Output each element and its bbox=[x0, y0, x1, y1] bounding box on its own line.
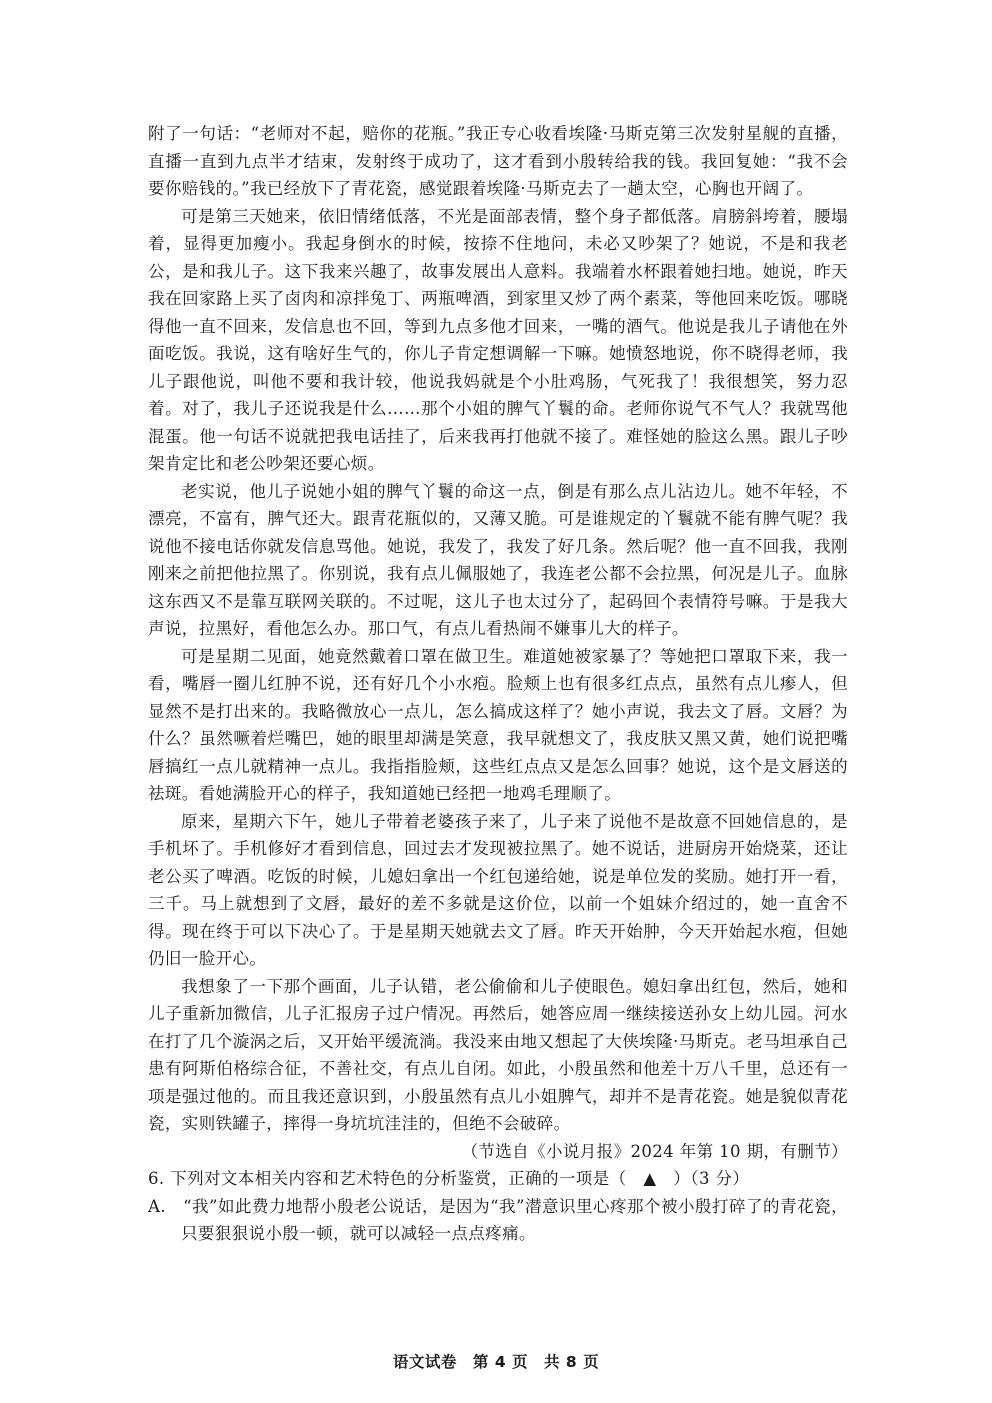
paragraph-6: 我想象了一下那个画面，儿子认错，老公偷偷和儿子使眼色。媳妇拿出红包，然后，她和儿子重新加微信，儿子汇报房子过户情况。再然后，她答应周一继续接送孙女上幼儿园。河水在打了几个漩涡之后，又开始平缓流淌。我没来由地又想起了大侠埃隆·马斯克。老马坦承自己患有阿斯伯格综合征，不善社交，有点儿自闭。如此，小殷虽然和他差十万八千里，总还有一项是强过他的。而且我还意识到，小殷虽然有点儿小姐脾气，却并不是青花瓷。她是貌似青花瓷，实则铁罐子，摔得一身坑坑洼洼的，但绝不会破碎。 bbox=[148, 976, 848, 1133]
source-citation: （节选自《小说月报》2024 年第 10 期，有删节） bbox=[461, 1141, 848, 1161]
paragraph-3: 老实说，他儿子说她小姐的脾气丫鬟的命这一点，倒是有那么点儿沾边儿。她不年轻，不漂亮，不富有，脾气还大。跟青花瓶似的，又薄又脆。可是谁规定的丫鬟就不能有脾气呢？我说他不接电话你就发信息骂他。她说，我发了，我发了好几条。然后呢？他一直不回我，我刚刚来之前把他拉黑了。你别说，我有点儿佩服她了，我连老公都不会拉黑，何况是儿子。血脉这东西又不是靠互联网关联的。不过呢，这儿子也太过分了，起码回个表情符号嘛。于是我大声说，拉黑好，看他怎么办。那口气，有点儿看热闹不嫌事儿大的样子。 bbox=[148, 481, 848, 638]
paragraph-1: 附了一句话：“老师对不起，赔你的花瓶。”我正专心收看埃隆·马斯克第三次发射星舰的直播，直播一直到九点半才结束，发射终于成功了，这才看到小殷转给我的钱。我回复她：“我不会要你赔钱的。”我已经放下了青花瓷，感觉跟着埃隆·马斯克去了一趟太空，心胸也开阔了。 bbox=[148, 124, 848, 198]
reading-passage bbox=[148, 120, 848, 1248]
question-stem: 下列对文本相关内容和艺术特色的分析鉴赏，正确的一项是（ ▲ ）（3 分） bbox=[170, 1169, 750, 1188]
question-number: 6. bbox=[148, 1169, 165, 1188]
paragraph-2: 可是第三天她来，依旧情绪低落，不光是面部表情，整个身子都低落。肩膀斜垮着，腰塌着，显得更加瘦小。我起身倒水的时候，按捺不住地问，未必又吵架了？她说，不是和我老公，是和我儿子。这下我来兴趣了，故事发展出人意料。我端着水杯跟着她扫地。她说，昨天我在回家路上买了卤肉和凉拌兔丁、两瓶啤酒，到家里又炒了两个素菜，等他回来吃饭。哪晓得他一直不回来，发信息也不回，等到九点多他才回来，一嘴的酒气。他说是我儿子请他在外面吃饭。我说，这有啥好生气的，你儿子肯定想调解一下嘛。她愤怒地说，你不晓得老师，我儿子跟他说，叫他不要和我计较，他说我妈就是个小肚鸡肠，气死我了！我很想笑，努力忍着。对了，我儿子还说我是什么……那个小姐的脾气丫鬟的命。老师你说气不气人？我就骂他混蛋。他一句话不说就把我电话挂了，后来我再打他就不接了。难怪她的脸这么黑。跟儿子吵架肯定比和老公吵架还要心烦。 bbox=[148, 206, 848, 473]
question-6 bbox=[148, 1165, 848, 1193]
page-footer: 语文试卷 第 4 页 共 8 页 bbox=[392, 1353, 600, 1371]
option-a: A. “我”如此费力地帮小殷老公说话，是因为“我”潜意识里心疼那个被小殷打碎了的青花瓷，只要狠狠说小殷一顿，就可以减轻一点点疼痛。 bbox=[148, 1196, 848, 1243]
paragraph-5: 原来，星期六下午，她儿子带着老婆孩子来了，儿子来了说他不是故意不回她信息的，是手机坏了。手机修好才看到信息，回过去才发现被拉黑了。她不说话，进厨房开始烧菜，还让老公买了啤酒。吃饭的时候，儿媳妇拿出一个红包递给她，说是单位发的奖励。她打开一看，三千。马上就想到了文唇，最好的差不多就是这价位，以前一个姐妹介绍过的，她一直舍不得。现在终于可以下决心了。于是星期天她就去文了唇。昨天开始肿，今天开始起水疱，但她仍旧一脸开心。 bbox=[148, 811, 848, 968]
paragraph-4: 可是星期二见面，她竟然戴着口罩在做卫生。难道她被家暴了？等她把口罩取下来，我一看，嘴唇一圈儿红肿不说，还有好几个小水疱。脸颊上也有很多红点点，虽然有点儿瘆人，但显然不是打出来的。我略微放心一点儿，怎么搞成这样了？她小声说，我去文了唇。文唇？为什么？虽然噘着烂嘴巴，她的眼里却满是笑意，我早就想文了，我皮肤又黑又黄，她们说把嘴唇搞红一点儿就精神一点儿。我指指脸颊，这些红点点又是怎么回事？她说，这个是文唇送的祛斑。看她满脸开心的样子，我知道她已经把一地鸡毛理顺了。 bbox=[148, 646, 848, 803]
